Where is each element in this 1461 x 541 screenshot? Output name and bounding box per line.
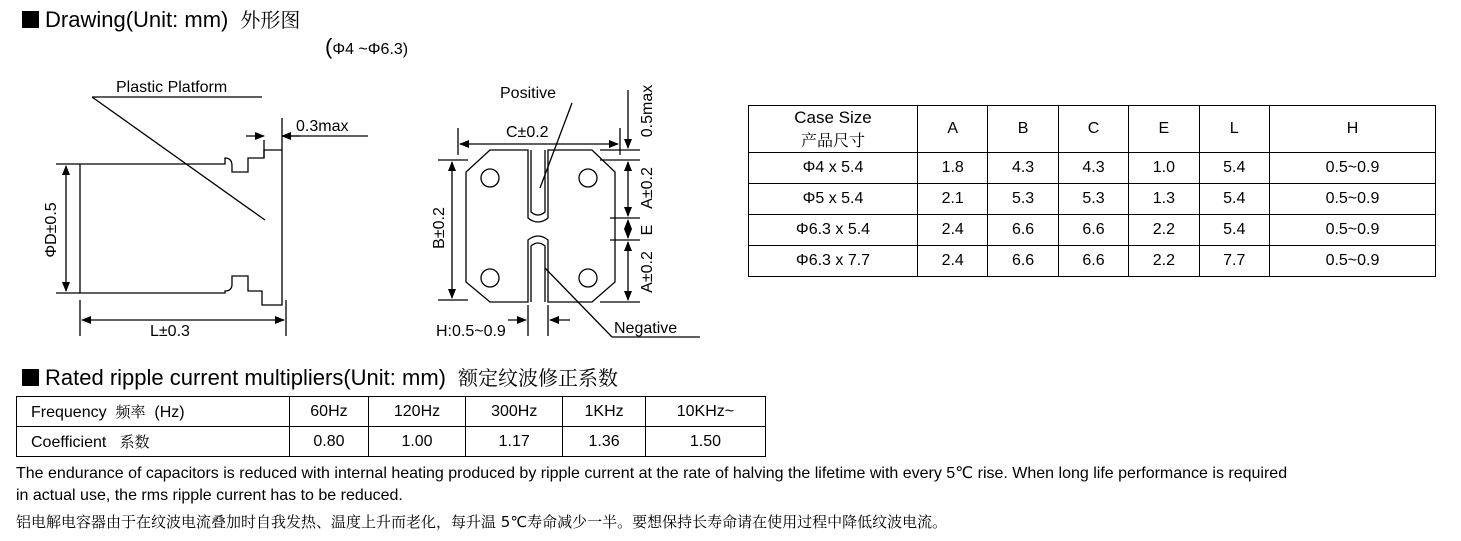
table-cell: 6.6 xyxy=(988,215,1058,246)
table-cell: 0.5~0.9 xyxy=(1269,246,1435,277)
drawing-title-en: Drawing(Unit: mm) xyxy=(45,7,229,32)
coefficient-cell: 1.00 xyxy=(368,427,465,457)
length-label: L±0.3 xyxy=(150,323,190,340)
coefficient-cell: 1.17 xyxy=(466,427,563,457)
note-english-line-1: The endurance of capacitors is reduced with internal heating produced by ripple current at the rate of halving the lifetime with every 5℃ rise. When long life performance is required xyxy=(16,465,1288,482)
table-cell: 5.4 xyxy=(1199,215,1269,246)
table-cell: 5.4 xyxy=(1199,184,1269,215)
frequency-cell: 60Hz xyxy=(290,397,369,427)
table-cell: 1.3 xyxy=(1129,184,1199,215)
table-cell: 6.6 xyxy=(988,246,1058,277)
b-dimension-label: B±0.2 xyxy=(431,207,448,249)
frequency-cell: 10KHz~ xyxy=(645,397,765,427)
table-cell: 2.2 xyxy=(1129,246,1199,277)
table-row xyxy=(749,215,1436,246)
col-header-c: C xyxy=(1058,106,1128,153)
table-cell: 2.4 xyxy=(918,246,988,277)
table-cell: 7.7 xyxy=(1199,246,1269,277)
positive-slot xyxy=(531,150,545,215)
frequency-cell: 120Hz xyxy=(368,397,465,427)
square-bullet-icon xyxy=(22,369,39,386)
table-cell: Φ6.3 x 7.7 xyxy=(749,246,918,277)
table-cell: 1.0 xyxy=(1129,153,1199,184)
col-header-a: A xyxy=(918,106,988,153)
frequency-label-cn: 频率 xyxy=(115,403,146,421)
max-label-vertical: 0.5max xyxy=(639,84,656,138)
col-header-l: L xyxy=(1199,106,1269,153)
coefficient-row xyxy=(17,427,766,457)
coefficient-cell: 0.80 xyxy=(290,427,369,457)
coefficient-label-cn: 系数 xyxy=(119,433,150,451)
ripple-heading xyxy=(22,362,618,391)
coefficient-label-en: Coefficient xyxy=(31,434,107,451)
bottom-view-body xyxy=(466,150,615,302)
h-dimension-label: H:0.5~0.9 xyxy=(436,323,506,340)
table-cell: 4.3 xyxy=(1058,153,1128,184)
table-cell: 0.5~0.9 xyxy=(1269,184,1435,215)
side-max-label: 0.3max xyxy=(296,118,349,135)
diameter-label: ΦD±0.5 xyxy=(43,202,60,258)
ripple-title-cn: 额定纹波修正系数 xyxy=(458,366,618,390)
hole-top-right xyxy=(579,169,597,187)
hole-bottom-right xyxy=(579,269,597,287)
case-size-header-cn: 产品尺寸 xyxy=(800,130,865,150)
table-cell: 0.5~0.9 xyxy=(1269,153,1435,184)
col-header-b: B xyxy=(988,106,1058,153)
a-top-label: A±0.2 xyxy=(639,167,656,209)
case-size-table xyxy=(748,105,1436,277)
range-open-paren: ( xyxy=(325,34,333,59)
outline-drawing xyxy=(0,0,720,360)
a-bottom-label: A±0.2 xyxy=(639,251,656,293)
case-size-header xyxy=(749,106,918,153)
table-cell: 1.8 xyxy=(918,153,988,184)
e-label: E xyxy=(639,224,656,236)
table-cell: 5.3 xyxy=(988,184,1058,215)
coefficient-cell: 1.50 xyxy=(645,427,765,457)
table-row xyxy=(749,246,1436,277)
note-chinese-line: 铝电解电容器由于在纹波电流叠加时自我发热、温度上升而老化，每升温 5℃寿命减少一半。要想保持长寿命请在使用过程中降低纹波电流。 xyxy=(16,513,948,531)
table-row xyxy=(749,184,1436,215)
frequency-label-en: Frequency xyxy=(31,404,107,421)
table-cell: Φ6.3 x 5.4 xyxy=(749,215,918,246)
table-cell: Φ5 x 5.4 xyxy=(749,184,918,215)
plastic-platform-label: Plastic Platform xyxy=(116,79,228,96)
c-dimension-label: C±0.2 xyxy=(506,124,549,141)
hole-bottom-left xyxy=(481,269,499,287)
negative-label: Negative xyxy=(614,320,678,337)
ripple-title-en: Rated ripple current multipliers(Unit: mm) xyxy=(45,365,446,390)
frequency-label xyxy=(17,397,290,427)
col-header-h: H xyxy=(1269,106,1435,153)
coefficient-label xyxy=(17,427,290,457)
frequency-row xyxy=(17,397,766,427)
range-text: Φ4 ~Φ6.3) xyxy=(332,41,409,58)
table-cell: 4.3 xyxy=(988,153,1058,184)
frequency-cell: 1KHz xyxy=(563,397,646,427)
ripple-multiplier-table xyxy=(16,396,766,457)
case-size-header-en: Case Size xyxy=(794,107,872,127)
side-view-body xyxy=(80,150,282,305)
table-header-row xyxy=(749,106,1436,153)
positive-label: Positive xyxy=(500,85,557,102)
table-cell: Φ4 x 5.4 xyxy=(749,153,918,184)
table-cell: 5.4 xyxy=(1199,153,1269,184)
table-cell: 2.4 xyxy=(918,215,988,246)
hole-top-left xyxy=(481,169,499,187)
table-cell: 6.6 xyxy=(1058,215,1128,246)
negative-slot xyxy=(531,243,545,302)
drawing-title-cn: 外形图 xyxy=(240,8,301,32)
note-english-line-2: in actual use, the rms ripple current has to be reduced. xyxy=(16,487,403,504)
table-cell: 2.2 xyxy=(1129,215,1199,246)
table-cell: 5.3 xyxy=(1058,184,1128,215)
table-cell: 0.5~0.9 xyxy=(1269,215,1435,246)
col-header-e: E xyxy=(1129,106,1199,153)
coefficient-cell: 1.36 xyxy=(563,427,646,457)
frequency-cell: 300Hz xyxy=(466,397,563,427)
positive-leader xyxy=(540,103,572,188)
frequency-unit: (Hz) xyxy=(154,404,185,421)
plastic-platform-leader xyxy=(92,97,265,220)
table-cell: 2.1 xyxy=(918,184,988,215)
table-row xyxy=(749,153,1436,184)
table-cell: 6.6 xyxy=(1058,246,1128,277)
